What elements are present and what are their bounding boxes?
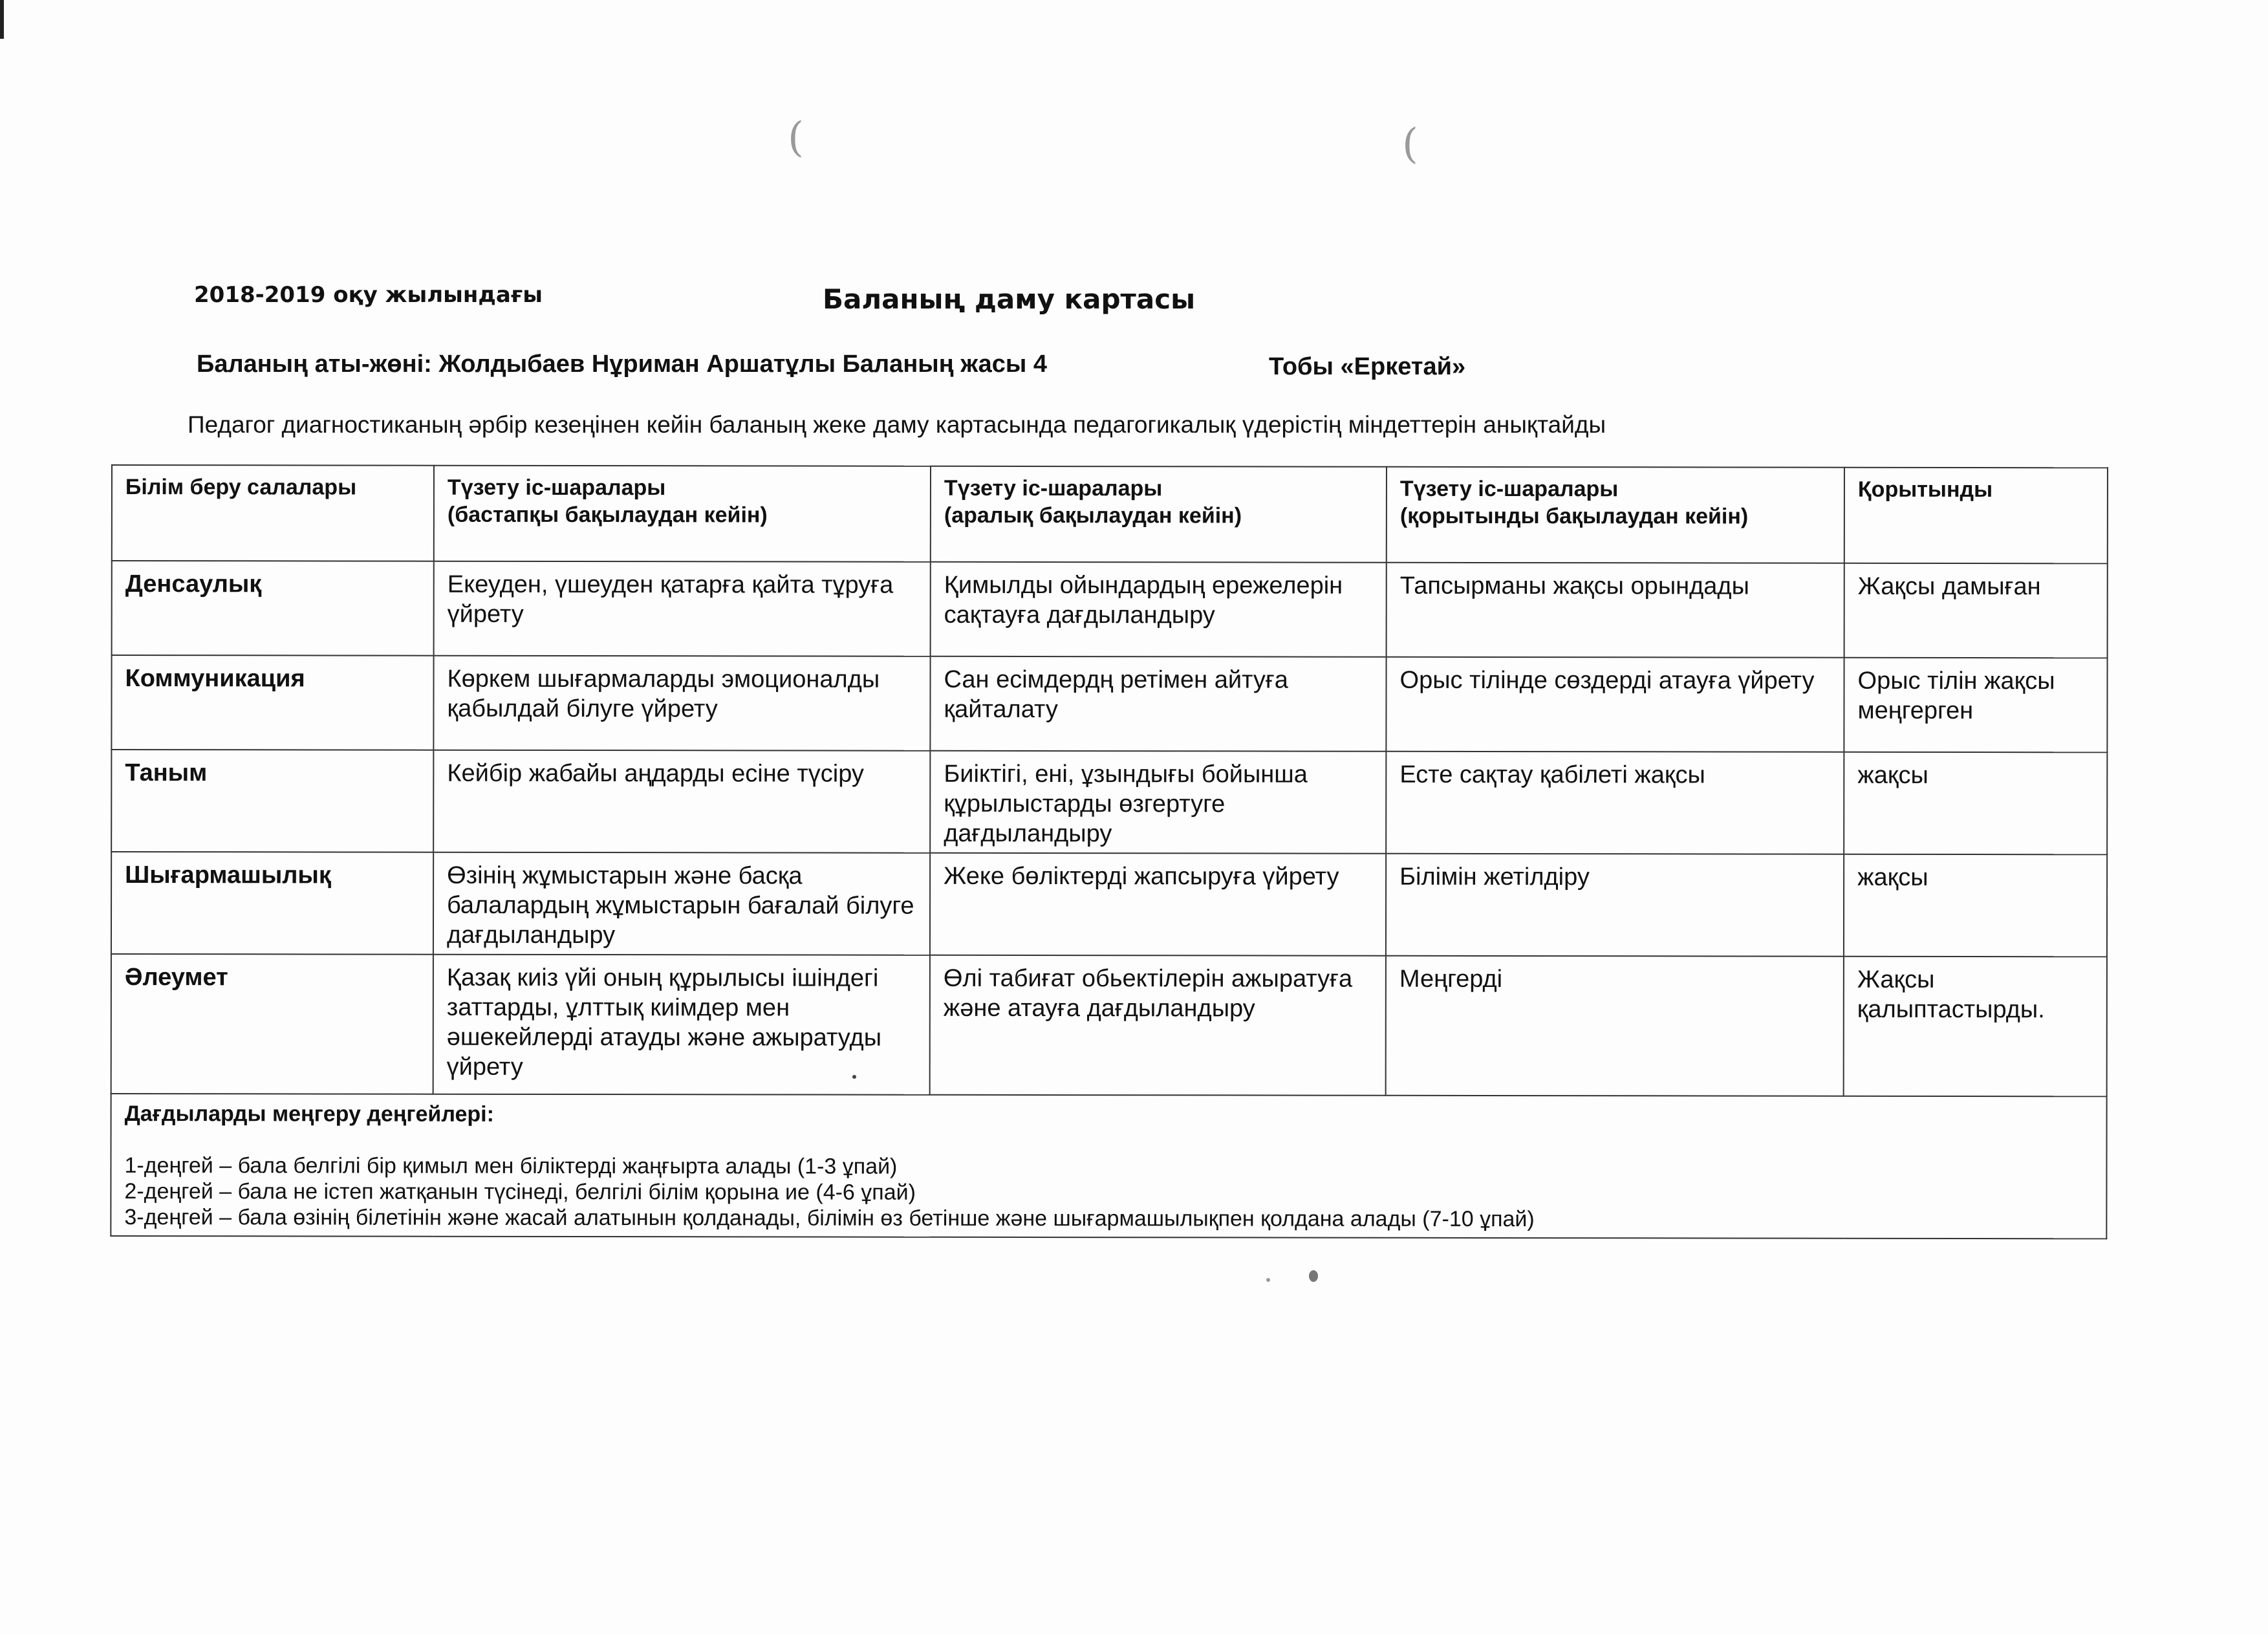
level-item: 2-деңгей – бала не істеп жатқанын түсінеді, белгілі білім қорына ие (4-6 ұпай) bbox=[124, 1179, 916, 1205]
initial-cell: Кейбір жабайы аңдарды есіне түсіру bbox=[433, 750, 930, 853]
header-initial: Түзету іс-шаралары (бастапқы бақылаудан кейін) bbox=[434, 466, 931, 562]
table-row bbox=[111, 852, 2107, 957]
levels-row bbox=[111, 1094, 2106, 1239]
page-title: Баланың даму картасы bbox=[823, 283, 1196, 315]
table-row bbox=[112, 561, 2108, 658]
academic-year: 2018-2019 оқу жылындағы bbox=[194, 282, 543, 308]
child-info: Баланың аты-жөні: Жолдыбаев Нұриман Аршатұлы Баланың жасы 4 bbox=[197, 351, 1048, 378]
area-cell: Денсаулық bbox=[112, 561, 434, 656]
scan-artifact-left: ( bbox=[788, 114, 804, 162]
scan-artifact-right: ( bbox=[1402, 120, 1418, 168]
header-area: Білім беру салалары bbox=[112, 465, 434, 561]
final-cell: Білімін жетілдіру bbox=[1386, 854, 1844, 957]
table-row bbox=[111, 954, 2107, 1096]
header-intermediate: Түзету іс-шаралары (аралық бақылаудан кейін) bbox=[931, 466, 1387, 563]
initial-cell: Көркем шығармаларды эмоционалды қабылдай білуге үйрету bbox=[433, 656, 930, 751]
final-cell: Есте сақтау қабілеті жақсы bbox=[1386, 752, 1844, 854]
initial-cell: Қазақ киіз үйі оның құрылысы ішіндегі заттарды, ұлттық киімдер мен әшекейлерді атауды және ажыратуды үйрету bbox=[433, 955, 930, 1095]
final-cell: Тапсырманы жақсы орындады bbox=[1387, 563, 1844, 658]
area-cell: Әлеумет bbox=[111, 954, 433, 1094]
result-cell: жақсы bbox=[1844, 752, 2107, 855]
table-row bbox=[111, 750, 2107, 854]
level-item: 3-деңгей – бала өзінің білетінін және жасай алатынын қолданады, білімін өз бетінше және шығармашылықпен қолдана алады (7-10 ұпай) bbox=[124, 1205, 1535, 1232]
development-card-table bbox=[110, 464, 2108, 1239]
table-row bbox=[111, 655, 2107, 752]
scan-smudge bbox=[1309, 1270, 1318, 1282]
intermediate-cell: Жеке бөліктерді жапсыруға үйрету bbox=[930, 853, 1386, 956]
header-result: Қорытынды bbox=[1844, 468, 2108, 564]
levels-cell bbox=[111, 1094, 2106, 1239]
final-cell: Орыс тілінде сөздерді атауға үйрету bbox=[1386, 657, 1844, 752]
intro-text: Педагог диагностиканың әрбір кезеңінен кейін баланың жеке даму картасында педагогикалық үдерістің міндеттерін анықтайды bbox=[188, 411, 1606, 438]
header-final: Түзету іс-шаралары (қорытынды бақылаудан кейін) bbox=[1387, 467, 1844, 563]
area-cell: Коммуникация bbox=[111, 655, 433, 750]
level-item: 1-деңгей – бала белгілі бір қимыл мен біліктерді жаңғырта алады (1-3 ұпай) bbox=[124, 1153, 898, 1179]
result-cell: Жақсы дамыған bbox=[1844, 563, 2108, 658]
result-cell: Жақсы қалыптастырды. bbox=[1844, 957, 2107, 1097]
result-cell: Орыс тілін жақсы меңгерген bbox=[1844, 658, 2107, 753]
scan-edge-mark bbox=[0, 0, 4, 39]
table-header-row bbox=[112, 465, 2108, 563]
initial-cell: Өзінің жұмыстарын және басқа балалардың жұмыстарын бағалай білуге дағдыландыру bbox=[433, 852, 930, 955]
final-cell: Меңгерді bbox=[1386, 956, 1844, 1096]
intermediate-cell: Сан есімдердң ретімен айтуға қайталату bbox=[930, 656, 1386, 752]
scan-dot-small bbox=[1266, 1278, 1270, 1282]
area-cell: Шығармашылық bbox=[111, 852, 433, 955]
area-cell: Таным bbox=[111, 750, 433, 852]
intermediate-cell: Өлі табиғат обьектілерін ажыратуға және атауға дағдыландыру bbox=[930, 955, 1386, 1096]
levels-title: Дағдыларды меңгеру деңгейлері: bbox=[124, 1101, 494, 1127]
intermediate-cell: Қимылды ойындардың ережелерін сақтауға дағдыландыру bbox=[931, 562, 1387, 657]
group-info: Тобы «Еркетай» bbox=[1269, 353, 1466, 380]
initial-cell: Екеуден, үшеуден қатарға қайта тұруға үйрету bbox=[434, 561, 931, 656]
result-cell: жақсы bbox=[1844, 854, 2107, 957]
intermediate-cell: Биіктігі, ені, ұзындығы бойынша құрылыстарды өзгертуге дағдыландыру bbox=[930, 751, 1386, 854]
